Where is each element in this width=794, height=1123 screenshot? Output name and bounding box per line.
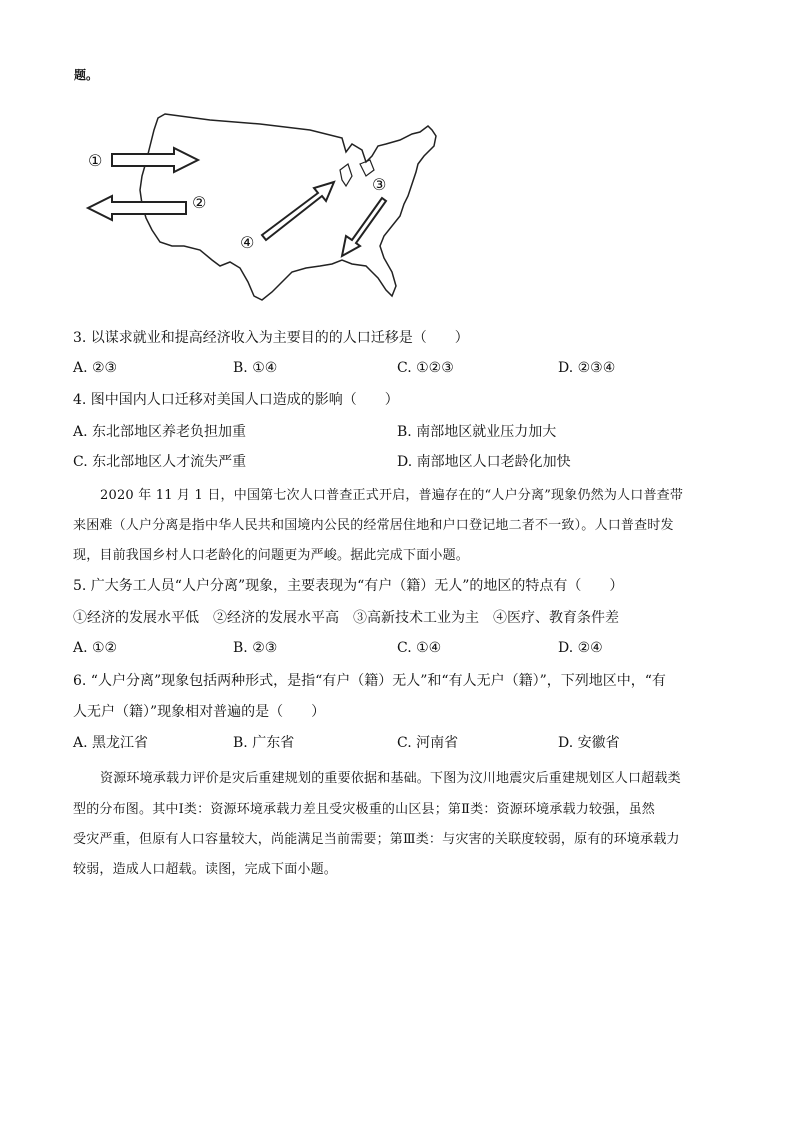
q5-statements: ①经济的发展水平低 ②经济的发展水平高 ③高新技术工业为主 ④医疗、教育条件差 <box>73 610 619 626</box>
arrow-4 <box>262 182 334 240</box>
q6-option-b: B. 广东省 <box>233 735 295 751</box>
marker-1: ① <box>88 151 103 170</box>
passage2-line-1: 资源环境承载力评价是灾后重建规划的重要依据和基础。下图为汶川地震灾后重建规划区人口超载类 <box>100 771 681 786</box>
q6-stem-line-1: 6. “人户分离”现象包括两种形式，是指“有户（籍）无人”和“有人无户（籍）”，下列地区中，“有 <box>73 673 666 689</box>
passage1-line-3: 现，目前我国乡村人口老龄化的问题更为严峻。据此完成下面小题。 <box>73 548 470 563</box>
marker-3: ③ <box>372 175 387 194</box>
q4-option-b: B. 南部地区就业压力加大 <box>397 424 557 440</box>
q3-option-c: C. ①②③ <box>397 360 454 376</box>
arrow-1 <box>112 148 198 172</box>
passage2-line-4: 较弱，造成人口超载。读图，完成下面小题。 <box>73 862 338 877</box>
q3-stem: 3. 以谋求就业和提高经济收入为主要目的的人口迁移是（ ） <box>73 330 469 346</box>
q5-option-b: B. ②③ <box>233 640 278 656</box>
passage1-line-1: 2020 年 11 月 1 日，中国第七次人口普查正式开启，普遍存在的“人户分离”现象仍然为人口普查带 <box>100 488 684 503</box>
q6-option-a: A. 黑龙江省 <box>73 735 149 751</box>
arrow-2 <box>88 196 186 220</box>
q6-stem-line-2: 人无户（籍）”现象相对普遍的是（ ） <box>73 704 326 720</box>
marker-2: ② <box>192 193 207 212</box>
us-migration-map <box>80 100 460 310</box>
q5-option-d: D. ②④ <box>558 640 603 656</box>
q4-option-d: D. 南部地区人口老龄化加快 <box>397 454 571 470</box>
q3-option-a: A. ②③ <box>73 360 118 376</box>
q6-option-d: D. 安徽省 <box>558 735 620 751</box>
passage2-line-3: 受灾严重，但原有人口容量较大，尚能满足当前需要；第Ⅲ类：与灾害的关联度较弱，原有的环境承载力 <box>73 832 680 847</box>
passage2-line-2: 型的分布图。其中Ⅰ类：资源环境承载力差且受灾极重的山区县；第Ⅱ类：资源环境承载力较强，虽然 <box>73 802 655 817</box>
lake-shape <box>340 164 352 186</box>
q4-option-a: A. 东北部地区养老负担加重 <box>73 424 247 440</box>
marker-4: ④ <box>240 233 255 252</box>
lake-shape <box>360 160 374 176</box>
q5-option-c: C. ①④ <box>397 640 442 656</box>
q3-option-d: D. ②③④ <box>558 360 616 376</box>
q5-option-a: A. ①② <box>73 640 118 656</box>
passage1-line-2: 来困难（人户分离是指中华人民共和国境内公民的经常居住地和户口登记地二者不一致）。人口普查时发 <box>73 518 674 533</box>
q5-stem: 5. 广大务工人员“人户分离”现象，主要表现为“有户（籍）无人”的地区的特点有（ ） <box>73 578 624 594</box>
top-fragment: 题。 <box>74 68 99 82</box>
q3-option-b: B. ①④ <box>233 360 278 376</box>
q6-option-c: C. 河南省 <box>397 735 459 751</box>
q4-stem: 4. 图中国内人口迁移对美国人口造成的影响（ ） <box>73 392 399 408</box>
arrow-3 <box>342 198 386 256</box>
q4-option-c: C. 东北部地区人才流失严重 <box>73 454 247 470</box>
